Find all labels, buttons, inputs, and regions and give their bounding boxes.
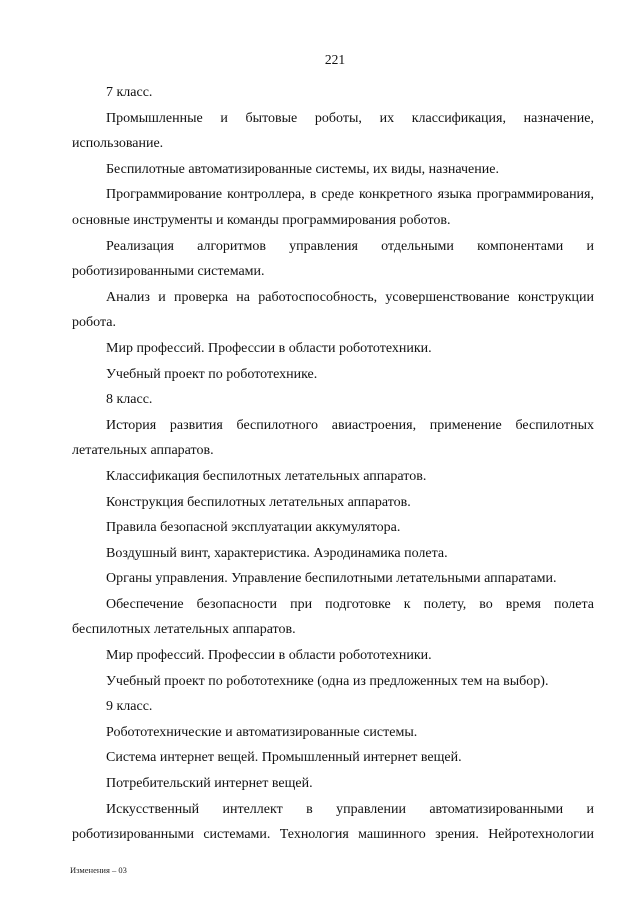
paragraph: Анализ и проверка на работоспособность, усовершенствование конструкции робота. — [72, 289, 594, 331]
paragraph: Искусственный интеллект в управлении автоматизированными и роботизированными системами. Технология машинного зрения. Нейротехнологии — [72, 801, 594, 843]
paragraph: Обеспечение безопасности при подготовке к полету, во время полета беспилотных летательных аппаратов. — [72, 596, 594, 638]
paragraph: Беспилотные автоматизированные системы, их виды, назначение. — [106, 161, 499, 177]
paragraph: Потребительский интернет вещей. — [106, 776, 313, 792]
paragraph: Конструкция беспилотных летательных аппаратов. — [106, 494, 411, 510]
paragraph: Учебный проект по робототехнике (одна из предложенных тем на выбор). — [106, 673, 549, 689]
grade-heading-7: 7 класс. — [106, 85, 153, 100]
paragraph: Система интернет вещей. Промышленный интернет вещей. — [106, 750, 462, 766]
grade-heading-8: 8 класс. — [106, 392, 153, 408]
paragraph: Мир профессий. Профессии в области робототехники. — [106, 648, 432, 664]
document-body — [72, 80, 594, 848]
paragraph: Робототехнические и автоматизированные системы. — [106, 724, 418, 740]
grade-heading-9: 9 класс. — [106, 699, 153, 715]
paragraph: Органы управления. Управление беспилотными летательными аппаратами. — [106, 571, 557, 587]
paragraph: Реализация алгоритмов управления отдельными компонентами и роботизированными системами. — [72, 238, 594, 280]
paragraph: Правила безопасной эксплуатации аккумулятора. — [106, 520, 401, 536]
paragraph: Учебный проект по робототехнике. — [106, 366, 318, 382]
paragraph: Воздушный винт, характеристика. Аэродинамика полета. — [106, 545, 448, 561]
page-number: 221 — [324, 52, 346, 67]
paragraph: Промышленные и бытовые роботы, их классификация, назначение, использование. — [72, 110, 594, 152]
paragraph: История развития беспилотного авиастроения, применение беспилотных летательных аппаратов. — [72, 417, 594, 459]
paragraph: Программирование контроллера, в среде конкретного языка программирования, основные инструменты и команды программирования роботов. — [72, 187, 594, 228]
revision-footer: Изменения – 03 — [70, 865, 127, 875]
paragraph: Мир профессий. Профессии в области робототехники. — [106, 340, 432, 356]
paragraph: Классификация беспилотных летательных аппаратов. — [106, 468, 427, 484]
